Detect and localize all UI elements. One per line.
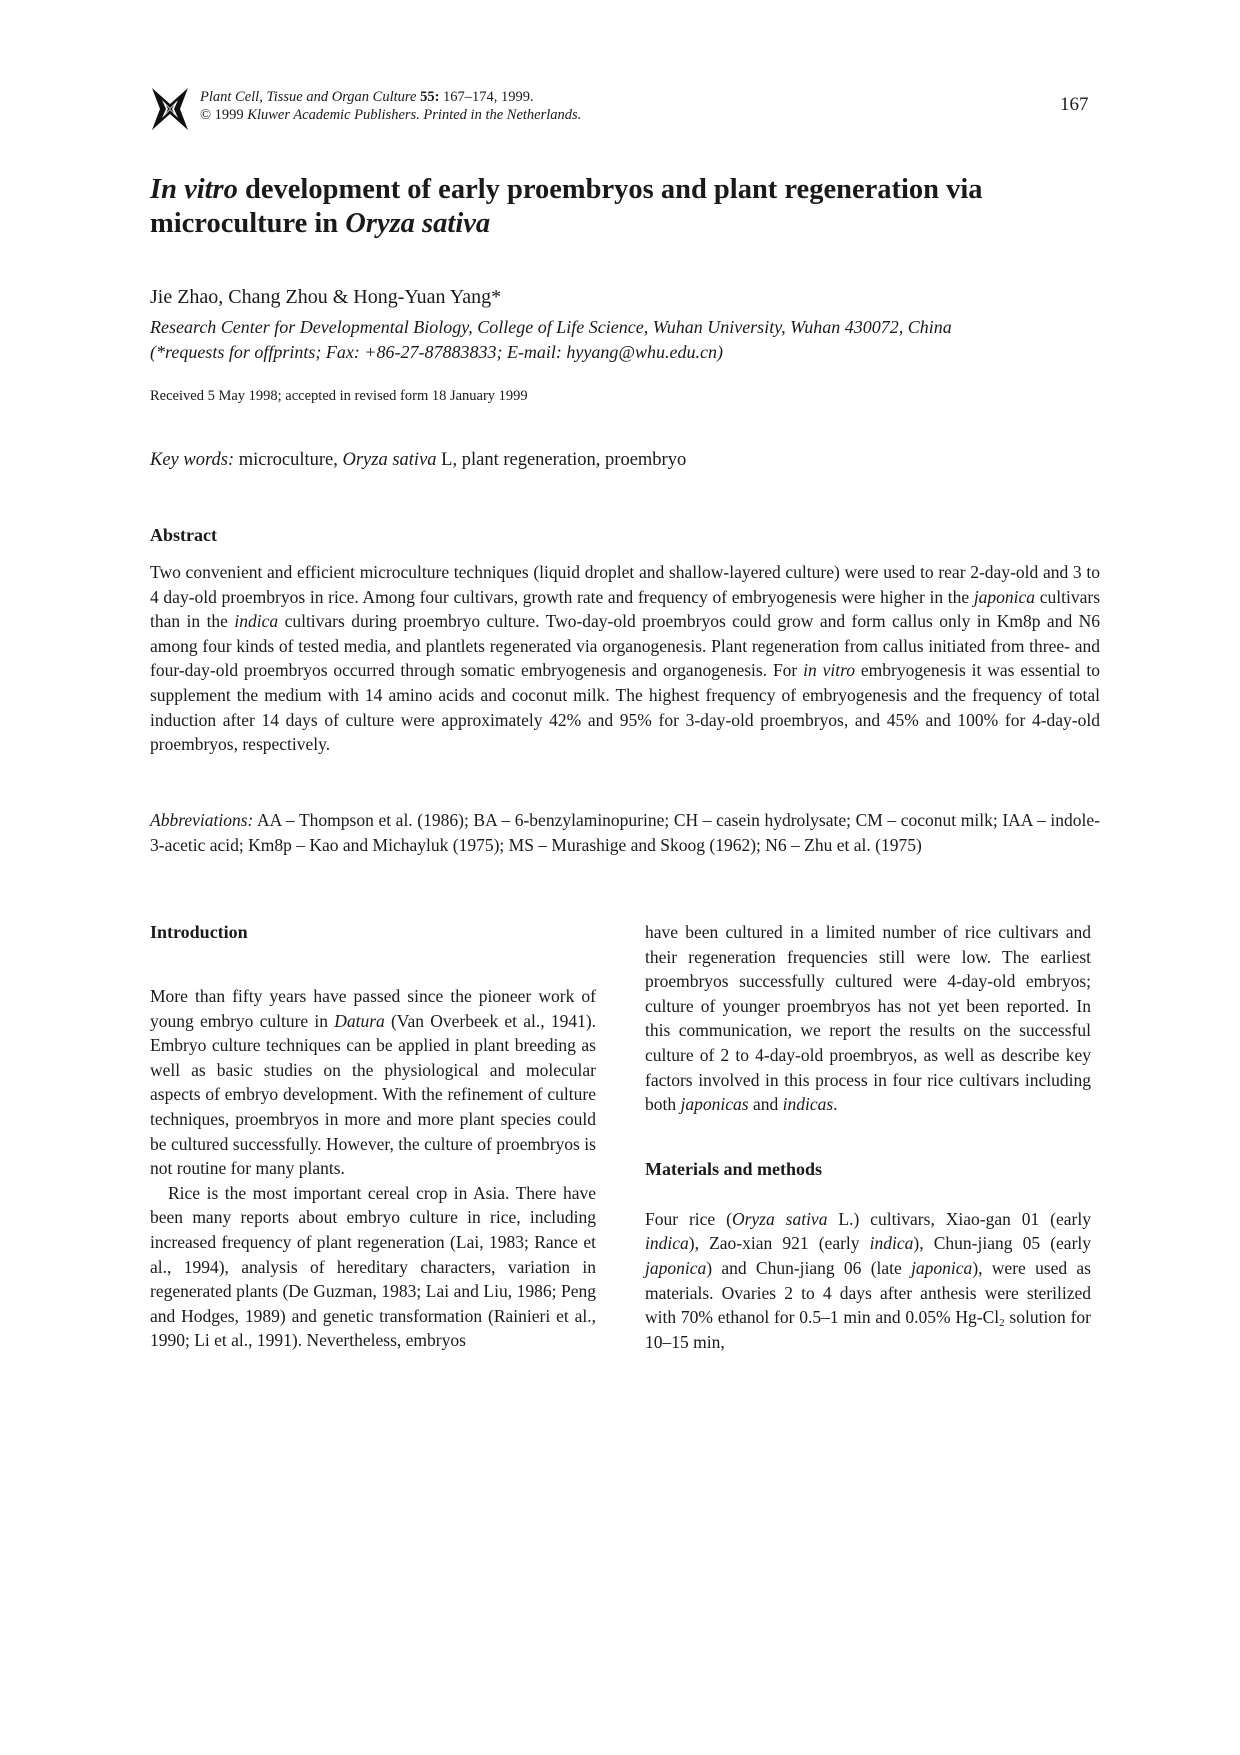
- materials-heading: Materials and methods: [645, 1158, 822, 1179]
- title-main: development of early proembryos and plant regeneration via microculture in: [150, 174, 983, 239]
- abstract-heading: Abstract: [150, 525, 217, 545]
- materials-paragraph: [645, 1207, 1091, 1355]
- paragraph-fragment: .: [833, 1094, 838, 1115]
- contact-line: (*requests for offprints; Fax: +86-27-87883833; E-mail: hyyang@whu.edu.cn): [150, 342, 723, 362]
- paragraph-fragment: and: [752, 1094, 779, 1115]
- copyright-year: 1999: [214, 107, 244, 123]
- abstract-fragment: embryogenesis it was essential to supplement the medium with 14 amino acids and coconut milk. The highest frequency of embryogenesis and the frequency of total induction after 14 days of culture were approximately 42% and 95% for 3-day-old proembryos, and 45% and 100% for 4-day-old proembryos, respectively.: [150, 660, 1101, 755]
- publisher-logo-icon: [150, 86, 190, 132]
- abstract-fragment: Two convenient and efficient microculture techniques (liquid droplet and shallow-layered culture) were used to rear 2-day-old and 3 to 4 day-old proembryos in rice. Among four cultivars, growth rate and frequency of embryogenesis were higher in the: [150, 562, 1100, 607]
- paragraph-italic: japonica: [645, 1257, 707, 1278]
- paragraph-fragment: ), Zao-xian 921 (early: [688, 1233, 860, 1254]
- abbreviations-text: AA – Thompson et al. (1986); BA – 6-benzylaminopurine; CH – casein hydrolysate; CM – coconut milk; IAA – indole-3-acetic acid; Km8p – Kao and Michayluk (1975); MS – Murashige and Skoog (1962); N6 – Zhu et al. (1975): [150, 810, 1100, 855]
- keyword-text: L, plant regeneration, proembryo: [441, 450, 687, 470]
- subscript: 2: [999, 1317, 1005, 1330]
- left-column: [150, 920, 596, 1353]
- paragraph-fragment: have been cultured in a limited number of rice cultivars and their regeneration frequencies still were low. The earliest proembryos successfully cultured were 4-day-old embryos; culture of younger proembryos has not yet been reported. In this communication, we report the results on the successful culture of 2 to 4-day-old proembryos, as well as describe key factors involved in this process in four rice cultivars including both: [645, 922, 1091, 1115]
- right-column: [645, 920, 1091, 1354]
- paragraph-fragment: ), were used as materials. Ovaries 2 to 4 days after anthesis were sterilized with 70% ethanol for 0.5–1 min and 0.05% Hg-Cl: [645, 1257, 1091, 1328]
- paragraph-fragment: ), Chun-jiang 05 (early: [913, 1233, 1092, 1254]
- title-italic-in-vitro: In vitro: [150, 174, 238, 205]
- abstract-fragment: cultivars than in the: [150, 586, 1101, 632]
- journal-name: Plant Cell, Tissue and Organ Culture: [200, 89, 417, 105]
- copyright-symbol: ©: [200, 107, 212, 123]
- paragraph-fragment: L.) cultivars, Xiao-gan 01 (early: [838, 1208, 1091, 1229]
- abstract-italic: in vitro: [803, 660, 855, 681]
- abbreviations-label: Abbreviations:: [150, 810, 254, 830]
- author-list: Jie Zhao, Chang Zhou & Hong-Yuan Yang*: [150, 286, 502, 308]
- paragraph-italic: indicas: [782, 1094, 834, 1115]
- introduction-heading: Introduction: [150, 922, 248, 942]
- paper-title: [150, 173, 1110, 241]
- paragraph-fragment: ) and Chun-jiang 06 (late: [706, 1257, 902, 1278]
- keyword-text: microculture,: [238, 450, 338, 470]
- received-dates: Received 5 May 1998; accepted in revised form 18 January 1999: [150, 388, 528, 404]
- paragraph-fragment: Four rice (: [645, 1208, 732, 1229]
- paragraph-italic: japonicas: [680, 1094, 749, 1115]
- journal-volume: 55:: [420, 89, 440, 105]
- keywords-label: Key words:: [150, 450, 235, 470]
- keyword-species: Oryza sativa: [342, 450, 437, 470]
- paragraph-fragment: More than fifty years have passed since the pioneer work of young embryo culture in: [150, 986, 596, 1031]
- abstract-italic: japonica: [973, 586, 1036, 607]
- printed-note: Printed in the Netherlands.: [423, 107, 582, 123]
- journal-citation: [200, 88, 581, 124]
- abstract-italic: indica: [234, 611, 279, 632]
- affiliation: [150, 315, 1100, 365]
- affiliation-line: Research Center for Developmental Biology, College of Life Science, Wuhan University, Wuhan 430072, China: [150, 317, 952, 337]
- title-italic-species: Oryza sativa: [345, 208, 491, 239]
- paragraph-italic: Oryza sativa: [731, 1208, 828, 1229]
- introduction-paragraph: [150, 984, 596, 1181]
- paragraph-italic: Datura: [334, 1010, 385, 1031]
- introduction-paragraph: Rice is the most important cereal crop in Asia. There have been many reports about embryo culture in rice, including increased frequency of plant regeneration (Lai, 1983; Rance et al., 1994), analysis of hereditary characters, variation in regenerated plants (De Guzman, 1983; Lai and Liu, 1986; Peng and Hodges, 1989) and genetic transformation (Rainieri et al., 1990; Li et al., 1991). Nevertheless, embryos: [150, 1182, 596, 1351]
- paragraph-italic: indica: [645, 1233, 689, 1254]
- abstract-fragment: cultivars during proembryo culture. Two-day-old proembryos could grow and form callus only in Km8p and N6 among four kinds of tested media, and plantlets regenerated via organogenesis. Plant regeneration from callus initiated from three- and four-day-old proembryos occurred through somatic embryogenesis and organogenesis. For: [150, 611, 1101, 681]
- publisher-name: Kluwer Academic Publishers.: [247, 107, 420, 123]
- keywords: [150, 450, 686, 471]
- paragraph-italic: japonica: [911, 1257, 973, 1278]
- paragraph-fragment: (Van Overbeek et al., 1941). Embryo culture techniques can be applied in plant breeding as well as basic studies on the physiological and molecular aspects of embryo development. With the refinement of culture techniques, proembryos in more and more plant species could be cultured successfully. However, the culture of proembryos is not routine for many plants.: [150, 1010, 597, 1179]
- paragraph-italic: indica: [869, 1233, 914, 1254]
- introduction-paragraph-continued: [645, 920, 1091, 1117]
- journal-pages: 167–174, 1999.: [443, 89, 534, 105]
- abstract-text: [150, 560, 1100, 757]
- page-number: 167: [1060, 94, 1089, 115]
- abbreviations: [150, 808, 1100, 857]
- paragraph-fragment: solution for 10–15 min,: [645, 1307, 1091, 1352]
